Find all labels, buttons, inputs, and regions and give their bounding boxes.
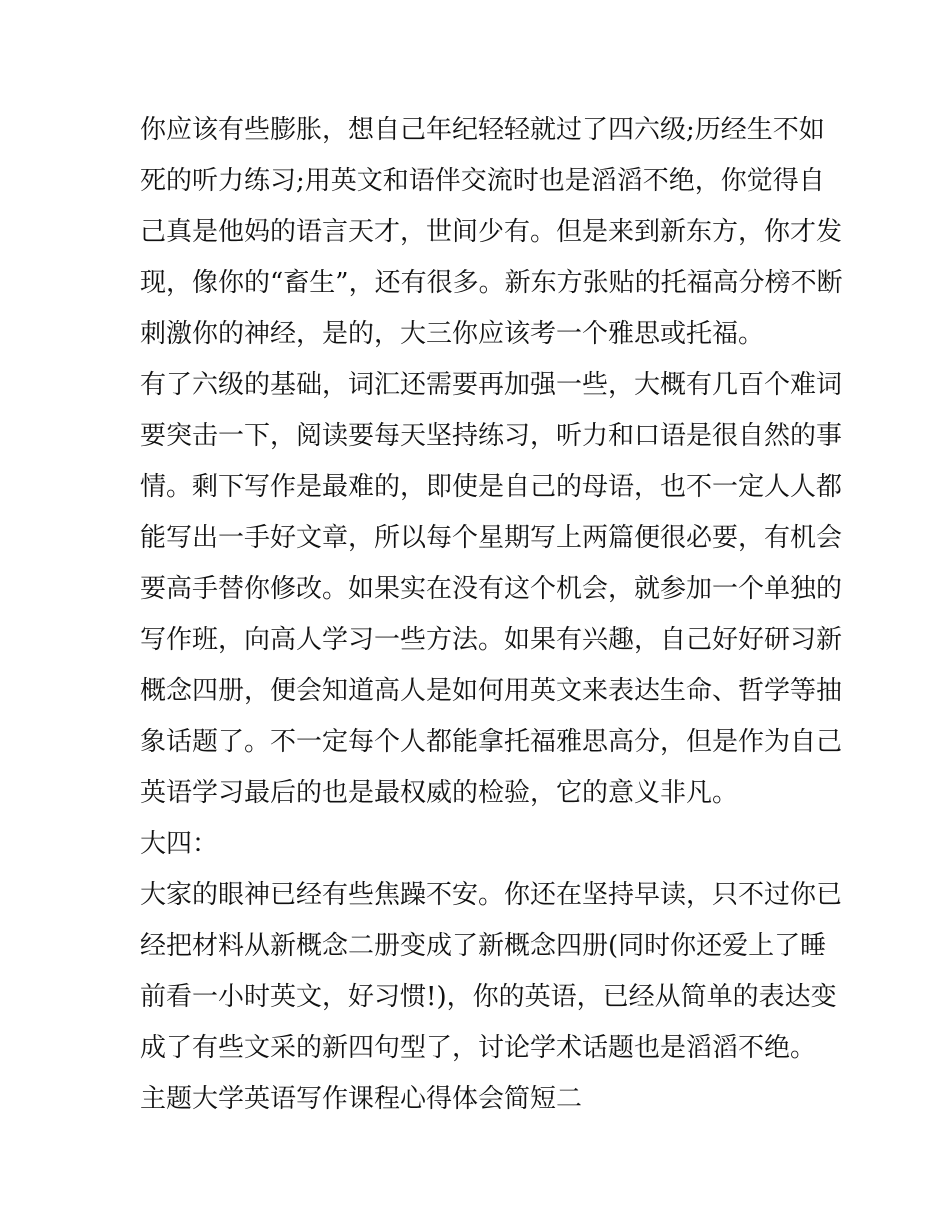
section-heading: 大四： (140, 829, 219, 859)
text-line: 概念四册，便会知道高人是如何用英文来表达生命、哲学等抽 (140, 676, 843, 706)
text-line: 刺激你的神经，是的，大三你应该考一个雅思或托福。 (140, 319, 765, 349)
text-line: 成了有些文采的新四句型了，讨论学术话题也是滔滔不绝。 (140, 1033, 817, 1063)
text-line: 己真是他妈的语言天才，世间少有。但是来到新东方，你才发 (140, 217, 843, 247)
text-line: 前看一小时英文，好习惯!)，你的英语，已经从简单的表达变 (140, 982, 837, 1012)
document-title-line: 主题大学英语写作课程心得体会简短二 (140, 1084, 583, 1114)
text-line: 经把材料从新概念二册变成了新概念四册(同时你还爱上了睡 (140, 931, 827, 961)
text-line: 死的听力练习;用英文和语伴交流时也是滔滔不绝，你觉得自 (140, 166, 825, 196)
text-line: 能写出一手好文章，所以每个星期写上两篇便很必要，有机会 (140, 523, 843, 553)
text-line: 象话题了。不一定每个人都能拿托福雅思高分，但是作为自己 (140, 727, 843, 757)
text-line: 要突击一下，阅读要每天坚持练习，听力和口语是很自然的事 (140, 421, 843, 451)
text-line: 英语学习最后的也是最权威的检验，它的意义非凡。 (140, 778, 739, 808)
text-line: 写作班，向高人学习一些方法。如果有兴趣，自己好好研习新 (140, 625, 843, 655)
body-text (140, 105, 843, 1125)
text-line: 大家的眼神已经有些焦躁不安。你还在坚持早读，只不过你已 (140, 880, 843, 910)
text-line: 现，像你的“畜生”，还有很多。新东方张贴的托福高分榜不断 (140, 268, 843, 298)
text-line: 情。剩下写作是最难的，即使是自己的母语，也不一定人人都 (140, 472, 843, 502)
text-line: 要高手替你修改。如果实在没有这个机会，就参加一个单独的 (140, 574, 843, 604)
text-line: 有了六级的基础，词汇还需要再加强一些，大概有几百个难词 (140, 370, 843, 400)
text-line: 你应该有些膨胀，想自己年纪轻轻就过了四六级;历经生不如 (140, 115, 825, 145)
